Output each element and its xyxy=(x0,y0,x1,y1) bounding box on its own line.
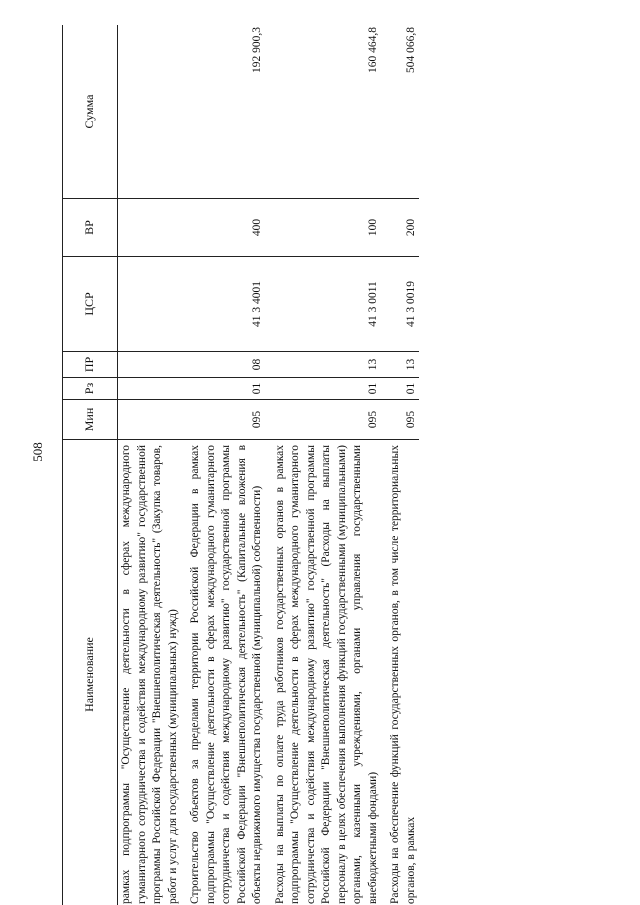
row-pr: 13 xyxy=(270,352,386,378)
row-vr: 200 xyxy=(385,199,419,257)
table-viewport xyxy=(62,25,622,905)
row-pr: 13 xyxy=(385,352,419,378)
table-row xyxy=(185,25,270,905)
row-csr xyxy=(118,257,186,352)
row-sum: 160 464,8 xyxy=(270,25,386,199)
row-name: Расходы на выплаты по оплате труда работников государственных органов в рамках подпрограммы "Осуществление деятельности в сферах международного гуманитарного сотрудничества и содействия международному развитию" государственной программы Российской Федерации "Внешнеполитическая деятельность" (Расходы на выплаты персоналу в целях обеспечения выполнения функций государственными (муниципальными) органами, казенными учреждениями, органами управления государственными внебюджетными фондами) xyxy=(270,440,386,905)
row-pr xyxy=(118,352,186,378)
budget-table xyxy=(62,25,419,905)
row-sum: 192 900,3 xyxy=(185,25,270,199)
table-row xyxy=(385,25,419,905)
column-header-sum: Сумма xyxy=(63,25,118,199)
row-pr: 08 xyxy=(185,352,270,378)
row-rz xyxy=(118,378,186,400)
row-rz: 01 xyxy=(385,378,419,400)
table-header-row xyxy=(63,25,118,905)
row-name: Строительство объектов за пределами территории Российской Федерации в рамках подпрограммы "Осуществление деятельности в сферах международного гуманитарного сотрудничества и содействия международному развитию" государственной программы Российской Федерации "Внешнеполитическая деятельность" (Капитальные вложения в объекты недвижимого имущества государственной (муниципальной) собственности) xyxy=(185,440,270,905)
row-csr: 41 3 0011 xyxy=(270,257,386,352)
row-vr xyxy=(118,199,186,257)
row-sum: 504 066,8 xyxy=(385,25,419,199)
row-name: рамках подпрограммы "Осуществление деятельности в сферах международного гуманитарного сотрудничества и содействия международному развитию" государственной программы Российской Федерации "Внешнеполитическая деятельность" (Закупка товаров, работ и услуг для государственных (муниципальных) нужд) xyxy=(118,440,186,905)
table-row xyxy=(118,25,186,905)
row-csr: 41 3 4001 xyxy=(185,257,270,352)
row-rz: 01 xyxy=(270,378,386,400)
column-header-pr: ПР xyxy=(63,352,118,378)
row-vr: 400 xyxy=(185,199,270,257)
column-header-csr: ЦСР xyxy=(63,257,118,352)
row-name: Расходы на обеспечение функций государственных органов, в том числе территориальных органов, в рамках xyxy=(385,440,419,905)
row-min: 095 xyxy=(270,400,386,440)
column-header-vr: ВР xyxy=(63,199,118,257)
row-min: 095 xyxy=(385,400,419,440)
table-row xyxy=(270,25,386,905)
row-min: 095 xyxy=(185,400,270,440)
column-header-rz: Рз xyxy=(63,378,118,400)
row-sum xyxy=(118,25,186,199)
row-csr: 41 3 0019 xyxy=(385,257,419,352)
page-number: 508 xyxy=(30,442,45,462)
column-header-name: Наименование xyxy=(63,440,118,905)
column-header-min: Мин xyxy=(63,400,118,440)
row-rz: 01 xyxy=(185,378,270,400)
row-min xyxy=(118,400,186,440)
row-vr: 100 xyxy=(270,199,386,257)
